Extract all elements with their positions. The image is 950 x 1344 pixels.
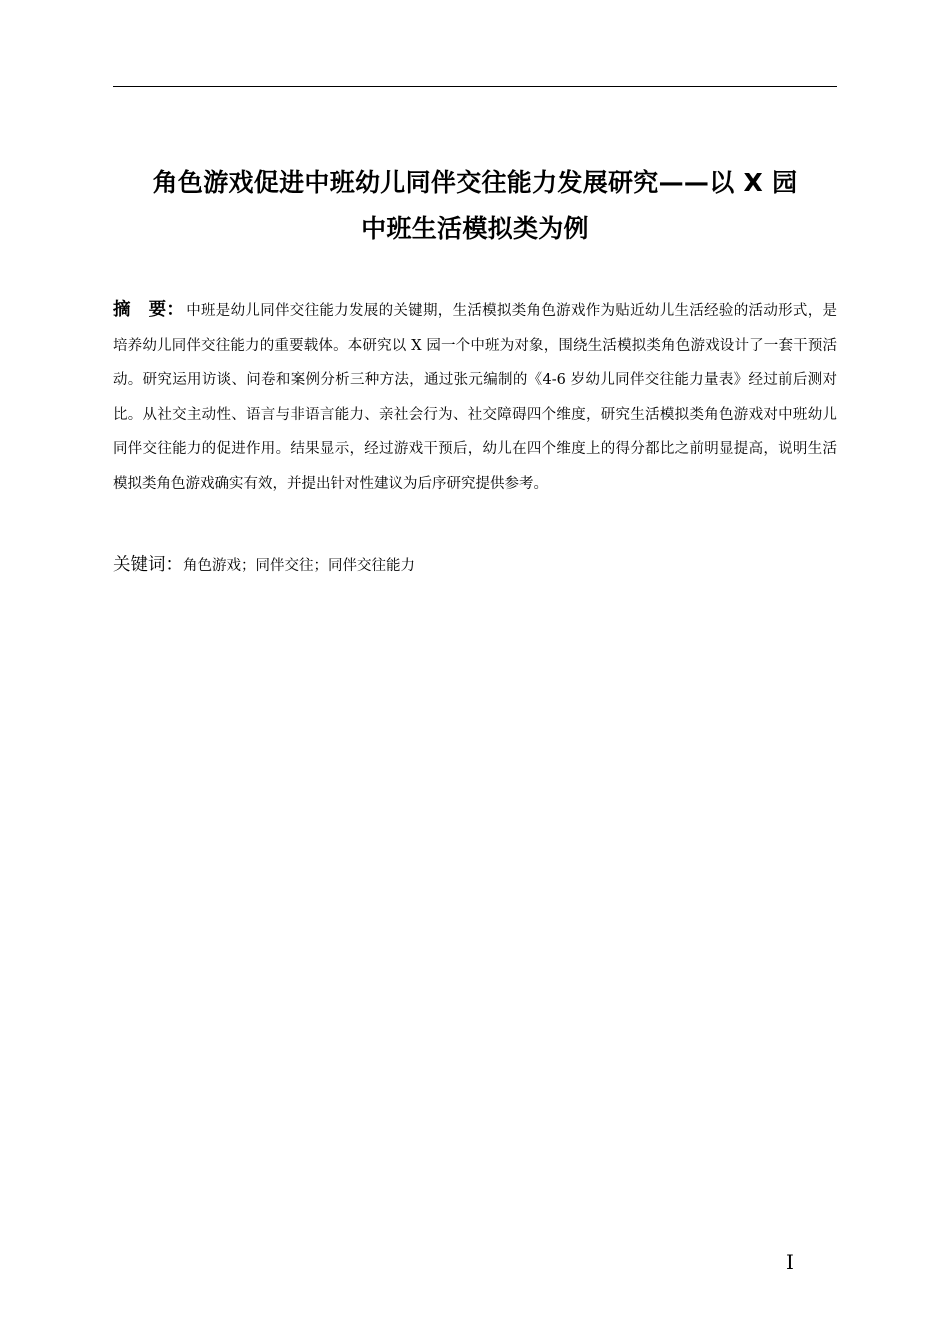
abstract-label: 摘 要： [113,300,185,320]
keywords-text: 角色游戏；同伴交往；同伴交往能力 [183,558,415,574]
paper-title-line-1: 角色游戏促进中班幼儿同伴交往能力发展研究——以 X 园 [152,168,798,197]
header-rule [113,86,837,87]
paper-title [113,160,837,252]
abstract-text: 中班是幼儿同伴交往能力发展的关键期，生活模拟类角色游戏作为贴近幼儿生活经验的活动形式，是培养幼儿同伴交往能力的重要载体。本研究以 X 园一个中班为对象，围绕生活模拟类角色游戏设计了一套干预活动。研究运用访谈、问卷和案例分析三种方法，通过张元编制的《4-6 岁幼儿同伴交往能力量表》经过前后测对比。从社交主动性、语言与非语言能力、亲社会行为、社交障碍四个维度，研究生活模拟类角色游戏对中班幼儿同伴交往能力的促进作用。结果显示，经过游戏干预后，幼儿在四个维度上的得分都比之前明显提高，说明生活模拟类角色游戏确实有效，并提出针对性建议为后序研究提供参考。 [113,303,838,492]
page-number: I [786,1250,794,1274]
keywords-label: 关键词： [113,555,183,575]
abstract-paragraph [113,293,837,501]
keywords-line [113,548,837,583]
paper-title-line-2: 中班生活模拟类为例 [361,214,589,243]
